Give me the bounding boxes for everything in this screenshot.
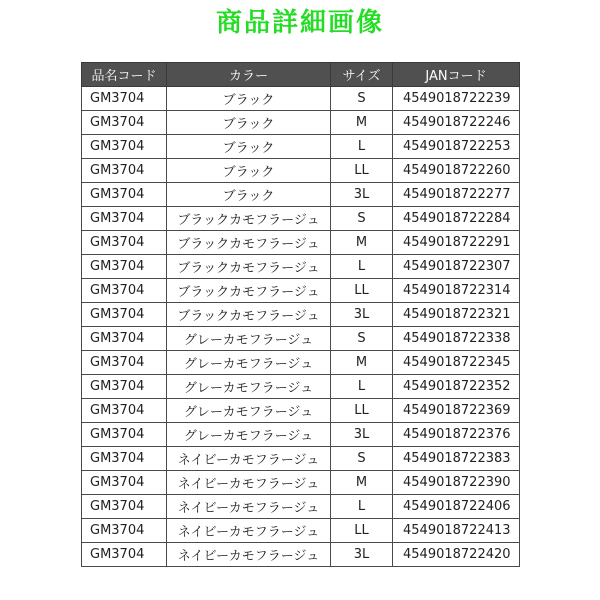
cell-product-code: GM3704 (82, 327, 167, 351)
cell-product-code: GM3704 (82, 207, 167, 231)
cell-size: LL (331, 399, 393, 423)
cell-product-code: GM3704 (82, 375, 167, 399)
cell-jan-code: 4549018722291 (393, 231, 520, 255)
cell-size: L (331, 135, 393, 159)
cell-color: ブラックカモフラージュ (167, 303, 331, 327)
cell-color: ブラック (167, 135, 331, 159)
cell-product-code: GM3704 (82, 303, 167, 327)
cell-jan-code: 4549018722420 (393, 543, 520, 567)
cell-jan-code: 4549018722406 (393, 495, 520, 519)
table-row (82, 543, 520, 567)
product-spec-table (81, 62, 520, 567)
cell-color: ブラック (167, 87, 331, 111)
cell-jan-code: 4549018722321 (393, 303, 520, 327)
cell-color: ブラック (167, 111, 331, 135)
cell-size: 3L (331, 423, 393, 447)
cell-size: 3L (331, 303, 393, 327)
table-row (82, 231, 520, 255)
cell-size: LL (331, 519, 393, 543)
cell-product-code: GM3704 (82, 423, 167, 447)
cell-jan-code: 4549018722277 (393, 183, 520, 207)
table-row (82, 279, 520, 303)
cell-jan-code: 4549018722246 (393, 111, 520, 135)
cell-size: L (331, 495, 393, 519)
cell-jan-code: 4549018722253 (393, 135, 520, 159)
cell-product-code: GM3704 (82, 255, 167, 279)
cell-color: ネイビーカモフラージュ (167, 495, 331, 519)
cell-product-code: GM3704 (82, 111, 167, 135)
cell-jan-code: 4549018722307 (393, 255, 520, 279)
table-row (82, 303, 520, 327)
cell-jan-code: 4549018722413 (393, 519, 520, 543)
table-row (82, 183, 520, 207)
cell-size: 3L (331, 183, 393, 207)
cell-size: S (331, 327, 393, 351)
cell-product-code: GM3704 (82, 231, 167, 255)
table-row (82, 255, 520, 279)
cell-color: ネイビーカモフラージュ (167, 543, 331, 567)
cell-color: ネイビーカモフラージュ (167, 471, 331, 495)
cell-color: ブラックカモフラージュ (167, 207, 331, 231)
cell-product-code: GM3704 (82, 519, 167, 543)
page-title: 商品詳細画像 (215, 8, 384, 38)
cell-size: LL (331, 279, 393, 303)
cell-color: グレーカモフラージュ (167, 399, 331, 423)
table-row (82, 447, 520, 471)
cell-size: S (331, 87, 393, 111)
cell-jan-code: 4549018722383 (393, 447, 520, 471)
cell-size: L (331, 375, 393, 399)
cell-product-code: GM3704 (82, 183, 167, 207)
cell-jan-code: 4549018722369 (393, 399, 520, 423)
table-header-row (82, 63, 520, 87)
table-row (82, 519, 520, 543)
table-row (82, 423, 520, 447)
cell-product-code: GM3704 (82, 543, 167, 567)
cell-jan-code: 4549018722345 (393, 351, 520, 375)
cell-size: M (331, 471, 393, 495)
cell-product-code: GM3704 (82, 495, 167, 519)
header-product-code: 品名コード (82, 63, 167, 87)
cell-color: ブラックカモフラージュ (167, 255, 331, 279)
cell-product-code: GM3704 (82, 351, 167, 375)
table-row (82, 351, 520, 375)
cell-color: ブラック (167, 183, 331, 207)
cell-jan-code: 4549018722284 (393, 207, 520, 231)
cell-product-code: GM3704 (82, 279, 167, 303)
cell-color: ネイビーカモフラージュ (167, 447, 331, 471)
cell-size: L (331, 255, 393, 279)
cell-jan-code: 4549018722260 (393, 159, 520, 183)
cell-color: ブラックカモフラージュ (167, 279, 331, 303)
cell-jan-code: 4549018722376 (393, 423, 520, 447)
cell-color: ブラック (167, 159, 331, 183)
cell-jan-code: 4549018722352 (393, 375, 520, 399)
cell-color: グレーカモフラージュ (167, 423, 331, 447)
table-row (82, 495, 520, 519)
table-row (82, 207, 520, 231)
table-row (82, 375, 520, 399)
cell-color: グレーカモフラージュ (167, 327, 331, 351)
table-row (82, 111, 520, 135)
table-row (82, 87, 520, 111)
cell-jan-code: 4549018722338 (393, 327, 520, 351)
header-color: カラー (167, 63, 331, 87)
cell-size: M (331, 231, 393, 255)
cell-color: ブラックカモフラージュ (167, 231, 331, 255)
cell-size: M (331, 111, 393, 135)
cell-color: グレーカモフラージュ (167, 351, 331, 375)
table-body (82, 87, 520, 567)
cell-color: ネイビーカモフラージュ (167, 519, 331, 543)
header-jan-code: JANコード (393, 63, 520, 87)
cell-product-code: GM3704 (82, 87, 167, 111)
cell-jan-code: 4549018722239 (393, 87, 520, 111)
cell-product-code: GM3704 (82, 159, 167, 183)
cell-product-code: GM3704 (82, 399, 167, 423)
table-row (82, 135, 520, 159)
table-row (82, 327, 520, 351)
cell-size: M (331, 351, 393, 375)
table-row (82, 471, 520, 495)
cell-jan-code: 4549018722314 (393, 279, 520, 303)
cell-jan-code: 4549018722390 (393, 471, 520, 495)
table-row (82, 399, 520, 423)
cell-product-code: GM3704 (82, 471, 167, 495)
cell-size: S (331, 447, 393, 471)
cell-size: LL (331, 159, 393, 183)
cell-size: S (331, 207, 393, 231)
cell-product-code: GM3704 (82, 447, 167, 471)
cell-product-code: GM3704 (82, 135, 167, 159)
header-size: サイズ (331, 63, 393, 87)
cell-size: 3L (331, 543, 393, 567)
cell-color: グレーカモフラージュ (167, 375, 331, 399)
table-row (82, 159, 520, 183)
